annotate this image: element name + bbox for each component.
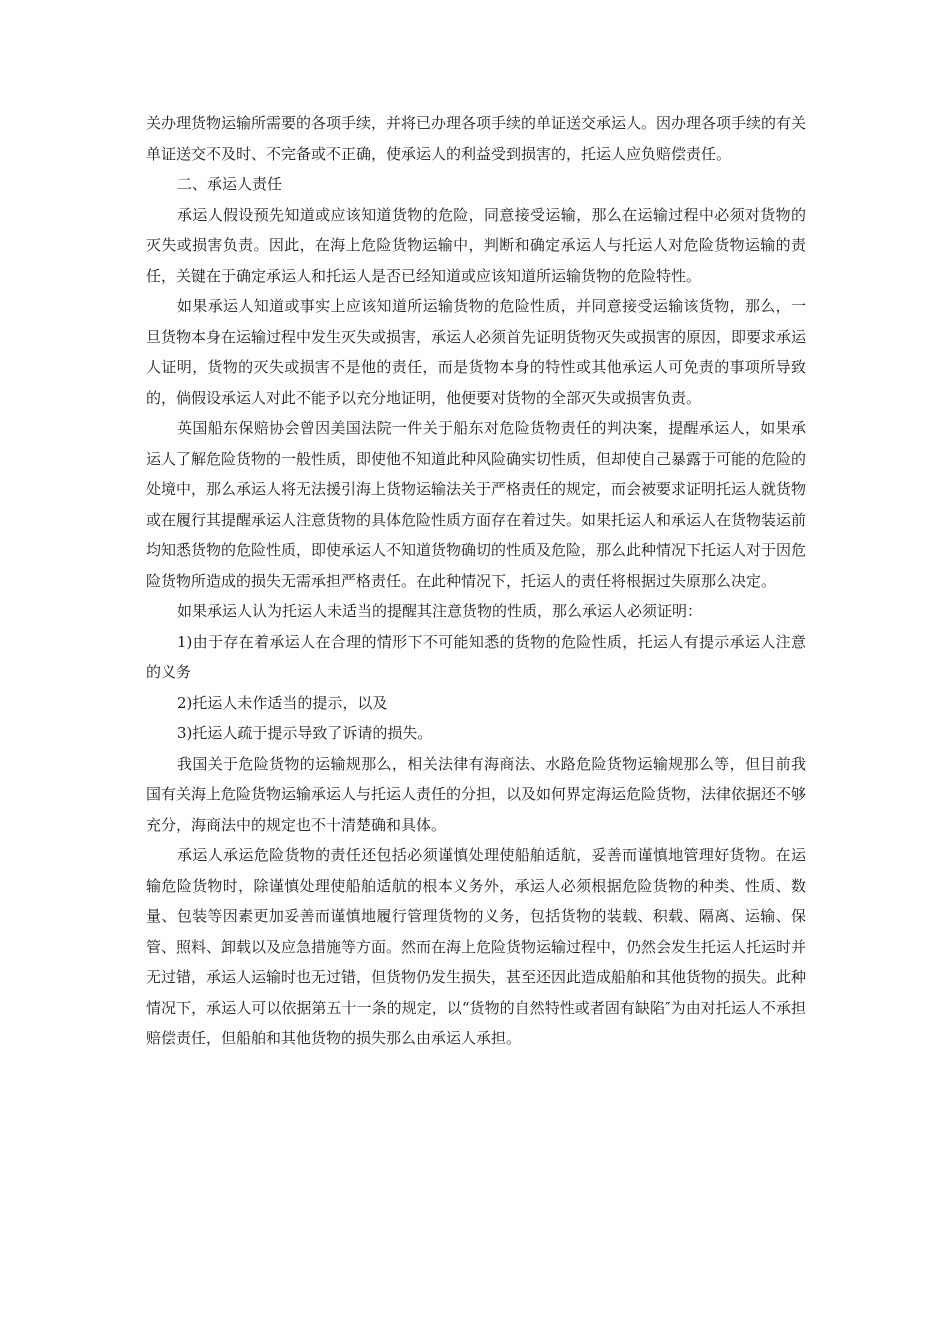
paragraph-carrier-must-prove: 如果承运人认为托运人未适当的提醒其注意货物的性质，那么承运人必须证明： [177, 602, 703, 620]
paragraph-carrier-knowledge: 承运人假设预先知道或应该知道货物的危险，同意接受运输，那么在运输过程中必须对货物的灭失或损害负责。因此，在海上危险货物运输中，判断和确定承运人与托运人对危险货物运输的责任，关键在于确定承运人和托运人是否已经知道或应该知道所运输货物的危险特性。 [146, 205, 806, 285]
list-item-2: 2)托运人未作适当的提示，以及 [177, 693, 388, 712]
paragraph-chinese-regulations: 我国关于危险货物的运输规那么，相关法律有海商法、水路危险货物运输规那么等，但目前我国有关海上危险货物运输承运人与托运人责任的分担，以及如何界定海运危险货物，法律依据还不够充分，海商法中的规定也不十清楚确和具体。 [146, 754, 807, 834]
document-page [146, 108, 806, 1054]
section-heading-carrier-liability: 二、承运人责任 [177, 175, 283, 193]
paragraph-carrier-proof: 如果承运人知道或事实上应该知道所运输货物的危险性质，并同意接受运输该货物，那么，一旦货物本身在运输过程中发生灭失或损害，承运人必须首先证明货物灭失或损害的原因，即要求承运人证明，货物的灭失或损害不是他的责任，而是货物本身的特性或其他承运人可免责的事项所导致的，倘假设承运人对此不能予以充分地证明，他便要对货物的全部灭失或损害负责。 [146, 297, 807, 407]
list-item-1: 1)由于存在着承运人在合理的情形下不可能知悉的货物的危险性质，托运人有提示承运人注意的义务 [146, 632, 806, 681]
paragraph-shipper-procedures: 关办理货物运输所需要的各项手续，并将已办理各项手续的单证送交承运人。因办理各项手续的有关单证送交不及时、不完备或不正确，使承运人的利益受到损害的，托运人应负赔偿责任。 [146, 114, 807, 163]
paragraph-pandi-club-case: 英国船东保赔协会曾因美国法院一件关于船东对危险货物责任的判决案，提醒承运人，如果承运人了解危险货物的一般性质，即使他不知道此种风险确实切性质，但却使自己暴露于可能的危险的处境中，那么承运人将无法援引海上货物运输法关于严格责任的规定，而会被要求证明托运人就货物或在履行其提醒承运人注意货物的具体危险性质方面存在着过失。如果托运人和承运人在货物装运前均知悉货物的危险性质，即使承运人不知道货物确切的性质及危险，那么此种情况下托运人对于因危险货物所造成的损失无需承担严格责任。在此种情况下，托运人的责任将根据过失原那么决定。 [146, 419, 807, 590]
paragraph-seaworthiness-duty: 承运人承运危险货物的责任还包括必须谨慎处理使船舶适航，妥善而谨慎地管理好货物。在运输危险货物时，除谨慎处理使船舶适航的根本义务外，承运人必须根据危险货物的种类、性质、数量、包装等因素更加妥善而谨慎地履行管理货物的义务，包括货物的装载、积载、隔离、运输、保管、照料、卸载以及应急措施等方面。然而在海上危险货物运输过程中，仍然会发生托运人托运时并无过错，承运人运输时也无过错，但货物仍发生损失，甚至还因此造成船舶和其他货物的损失。此种情况下，承运人可以依据第五十一条的规定，以“货物的自然特性或者固有缺陷″为由对托运人不承担赔偿责任，但船舶和其他货物的损失那么由承运人承担。 [146, 846, 807, 1047]
list-item-3: 3)托运人疏于提示导致了诉请的损失。 [177, 724, 433, 742]
